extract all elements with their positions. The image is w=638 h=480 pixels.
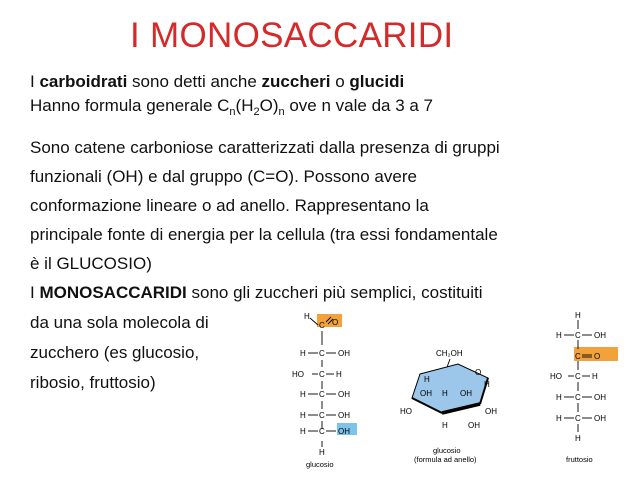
svg-text:H: H bbox=[556, 331, 562, 340]
description-line-5: è il GLUCOSIO) bbox=[30, 254, 152, 273]
fruttosio-label: fruttosio bbox=[566, 455, 593, 464]
tail-line-2: zucchero (es glucosio, bbox=[30, 343, 200, 362]
description-line-2: funzionali (OH) e dal gruppo (C=O). Possono avere bbox=[30, 167, 417, 186]
fructose-linear-structure bbox=[550, 310, 630, 480]
term-monosaccaridi: MONOSACCARIDI bbox=[39, 283, 187, 302]
svg-text:H: H bbox=[556, 414, 562, 423]
svg-text:OH: OH bbox=[485, 407, 497, 416]
svg-text:OH: OH bbox=[338, 427, 350, 436]
svg-text:OH: OH bbox=[594, 331, 606, 340]
svg-text:H: H bbox=[575, 311, 581, 320]
svg-text:C: C bbox=[319, 427, 325, 436]
glucose-ring-structure bbox=[398, 340, 518, 475]
svg-text:OH: OH bbox=[594, 414, 606, 423]
svg-text:OH: OH bbox=[594, 393, 606, 402]
tail-line-3: ribosio, fruttosio) bbox=[30, 373, 156, 392]
svg-text:O: O bbox=[594, 352, 601, 361]
term-glucidi: glucidi bbox=[349, 72, 405, 91]
description-line-4: principale fonte di energia per la cellula (tra essi fondamentale bbox=[30, 225, 498, 244]
svg-text:O: O bbox=[332, 318, 339, 327]
svg-text:H: H bbox=[300, 411, 306, 420]
svg-text:H: H bbox=[304, 312, 310, 321]
svg-text:HO: HO bbox=[550, 372, 562, 381]
svg-text:H: H bbox=[319, 448, 325, 457]
svg-text:OH: OH bbox=[338, 390, 350, 399]
tail-line-1: da una sola molecola di bbox=[30, 313, 209, 332]
svg-text:C: C bbox=[575, 372, 581, 381]
svg-text:OH: OH bbox=[338, 349, 350, 358]
svg-text:H: H bbox=[300, 390, 306, 399]
ring-label-1: glucosio bbox=[433, 446, 461, 455]
svg-text:H: H bbox=[300, 427, 306, 436]
svg-text:O: O bbox=[475, 368, 482, 377]
formula-line: Hanno formula generale $C_n(H_2O)_n$ ove n vale da 3 a 7 bbox=[30, 96, 434, 118]
svg-text:OH: OH bbox=[338, 411, 350, 420]
svg-text:OH: OH bbox=[420, 389, 432, 398]
svg-text:H: H bbox=[592, 372, 598, 381]
svg-text:H: H bbox=[556, 393, 562, 402]
glucosio-label: glucosio bbox=[306, 460, 334, 469]
svg-text:C: C bbox=[575, 393, 581, 402]
svg-text:H: H bbox=[336, 370, 342, 379]
description-line-1: Sono catene carboniose caratterizzati dalla presenza di gruppi bbox=[30, 138, 500, 157]
intro-line: I carboidrati sono detti anche zuccheri o glucidi bbox=[30, 72, 405, 91]
svg-text:CH₂OH: CH₂OH bbox=[436, 349, 463, 358]
svg-text:H: H bbox=[442, 421, 448, 430]
svg-text:HO: HO bbox=[400, 407, 412, 416]
svg-text:C: C bbox=[575, 414, 581, 423]
term-zuccheri: zuccheri bbox=[261, 72, 331, 91]
svg-text:H: H bbox=[575, 434, 581, 443]
svg-text:C: C bbox=[575, 352, 581, 361]
svg-text:H: H bbox=[424, 375, 430, 384]
svg-text:C: C bbox=[319, 370, 325, 379]
svg-text:C: C bbox=[319, 411, 325, 420]
description-line-3: conformazione lineare o ad anello. Rappresentano la bbox=[30, 196, 429, 215]
slide-title: I MONOSACCARIDI bbox=[130, 16, 454, 55]
svg-text:OH: OH bbox=[468, 421, 480, 430]
svg-text:H: H bbox=[442, 389, 448, 398]
svg-text:C: C bbox=[575, 331, 581, 340]
svg-text:C: C bbox=[319, 321, 325, 330]
svg-text:C: C bbox=[319, 390, 325, 399]
svg-text:H: H bbox=[484, 380, 490, 389]
svg-text:OH: OH bbox=[460, 389, 472, 398]
monosaccaridi-line: I MONOSACCARIDI sono gli zuccheri più semplici, costituiti bbox=[30, 283, 483, 302]
ring-label-2: (formula ad anello) bbox=[414, 455, 477, 464]
svg-text:HO: HO bbox=[292, 370, 304, 379]
glucose-linear-structure bbox=[290, 305, 370, 480]
svg-text:H: H bbox=[300, 349, 306, 358]
svg-text:C: C bbox=[319, 349, 325, 358]
term-carboidrati: carboidrati bbox=[39, 72, 128, 91]
